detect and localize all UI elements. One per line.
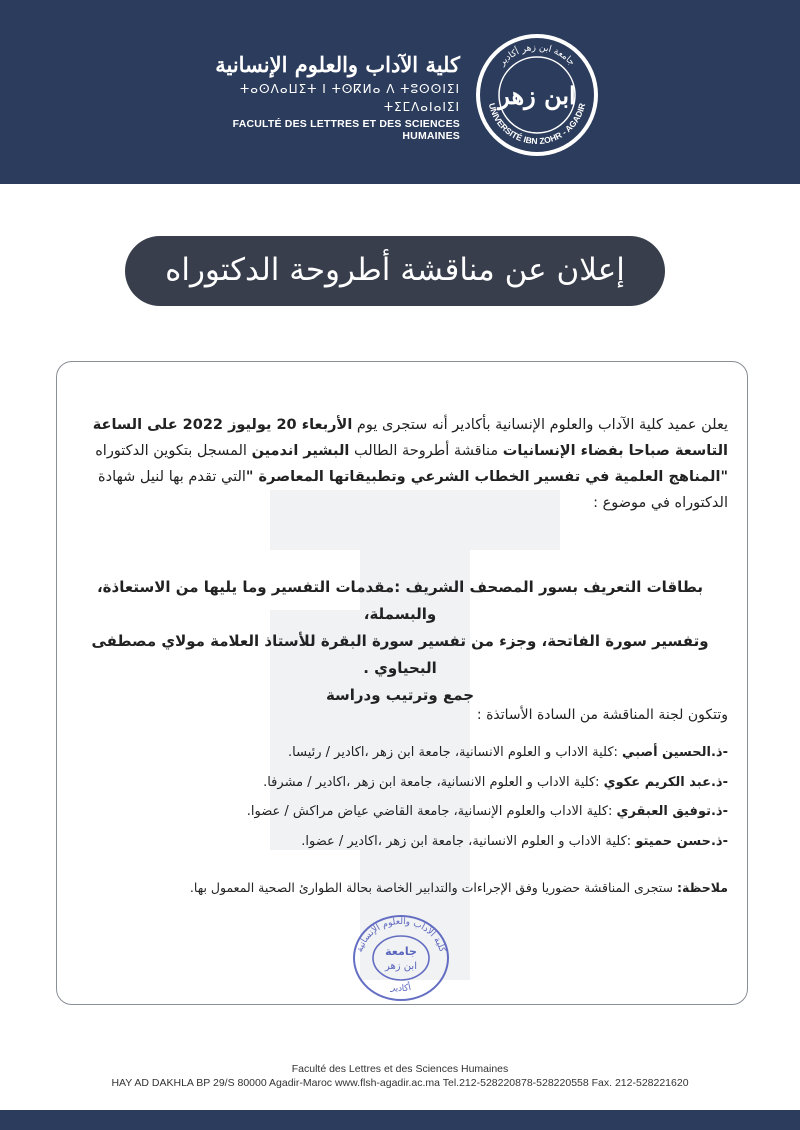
stamp-center-line-1: جامعة <box>385 945 417 958</box>
intro-text-3: المسجل بتكوين الدكتوراه <box>95 443 252 459</box>
faculty-name-french: FACULTÉ DES LETTRES ET DES SCIENCES HUMAINES <box>232 118 460 142</box>
intro-text-2: مناقشة أطروحة الطالب <box>349 443 503 459</box>
thesis-subject-line-1: بطاقات التعريف بسور المصحف الشريف :مقدمات التفسير وما يليها من الاستعاذة، والبسملة، <box>96 578 704 623</box>
announcement-intro <box>78 412 728 516</box>
member-detail: :كلية الاداب والعلوم الإنسانية، جامعة القاضي عياض مراكش / عضوا. <box>246 804 617 819</box>
watermark-logo-icon <box>270 490 560 980</box>
footer-contact-info: HAY AD DAKHLA BP 29/S 80000 Agadir-Maroc www.flsh-agadir.ac.ma Tel.212-528220878-528220558 Fax. 212-528221620 <box>111 1077 689 1089</box>
footer-faculty-name: Faculté des Lettres et des Sciences Humaines <box>291 1063 509 1075</box>
committee-list <box>88 738 728 856</box>
stamp-top-text: كلية الآداب والعلوم الإنسانية <box>355 916 447 954</box>
announcement-note <box>88 880 728 895</box>
seal-center-text: ابن زهر <box>498 81 576 110</box>
faculty-name-arabic: كلية الآداب والعلوم الإنسانية <box>215 52 460 77</box>
note-text: ستجرى المناقشة حضوريا وفق الإجراءات والتدابير الخاصة بحالة الطوارئ الصحية المعمول بها. <box>189 880 677 895</box>
member-name: -ذ.عبد الكريم عكوي <box>603 774 728 790</box>
intro-text-1: يعلن عميد كلية الآداب والعلوم الإنسانية بأكادير أنه ستجرى يوم <box>352 417 728 433</box>
thesis-subject-line-2: وتفسير سورة الفاتحة، وجزء من تفسير سورة البقرة للأستاذ العلامة مولاي مصطفى البحياوي . <box>91 632 709 677</box>
stamp-bottom-text: أكادير <box>390 982 413 995</box>
committee-member <box>88 768 728 798</box>
doctoral-program: "المناهج العلمية في تفسير الخطاب الشرعي وتطبيقاتها المعاصرة " <box>245 469 728 485</box>
seal-bottom-text: UNIVERSITÉ IBN ZOHR - AGADIR <box>486 102 588 147</box>
member-detail: :كلية الاداب و العلوم الانسانية، جامعة ابن زهر ،اكادير / رئيسا. <box>288 745 623 760</box>
announcement-title: إعلان عن مناقشة أطروحة الدكتوراه <box>125 236 665 306</box>
university-seal-icon <box>474 32 600 158</box>
stamp-center-line-2: ابن زهر <box>385 961 417 972</box>
student-name: البشير اندمين <box>251 443 350 459</box>
page-footer <box>0 1062 800 1090</box>
member-detail: :كلية الاداب و العلوم الانسانية، جامعة ابن زهر ،اكادير / عضوا. <box>301 833 636 849</box>
committee-member <box>88 738 728 768</box>
member-name: -ذ.حسن حميتو <box>635 833 728 849</box>
page-header <box>0 0 800 184</box>
defense-date-time: الأربعاء 20 يوليوز 2022 على الساعة التاسعة صباحا بفضاء الإنسانيات <box>92 417 728 459</box>
committee-member <box>88 827 728 857</box>
intro-text-4: التي تقدم بها لنيل شهادة الدكتوراه في موضوع : <box>98 469 728 511</box>
committee-member <box>88 797 728 827</box>
svg-text:أكادير <box>389 981 412 994</box>
thesis-subject-line-3: جمع وترتيب ودراسة <box>325 686 475 704</box>
member-detail: :كلية الاداب و العلوم الانسانية، جامعة ابن زهر ،اكادير / مشرفا. <box>263 774 604 790</box>
member-name: -ذ.توفيق العبقري <box>616 804 728 819</box>
faculty-name-tifinagh: ⵜⴰⵙⴷⴰⵡⵉⵜ ⵏ ⵜⵙⴽⵍⴰ ⴷ ⵜⵓⵙⵙⵏⵉⵏ ⵜⵉⵎⴷⴰⵏⴰⵏⵉⵏ <box>240 82 460 114</box>
official-stamp-icon <box>346 908 456 1004</box>
committee-heading: وتتكون لجنة المناقشة من السادة الأساتذة : <box>476 707 728 723</box>
member-name: -ذ.الحسين أصبي <box>622 745 728 760</box>
note-label: ملاحظة: <box>677 880 728 895</box>
footer-bar <box>0 1110 800 1130</box>
faculty-logo-text <box>180 52 460 142</box>
thesis-subject <box>70 574 730 709</box>
seal-top-text: جامعة ابن زهر أكادير <box>497 42 577 68</box>
